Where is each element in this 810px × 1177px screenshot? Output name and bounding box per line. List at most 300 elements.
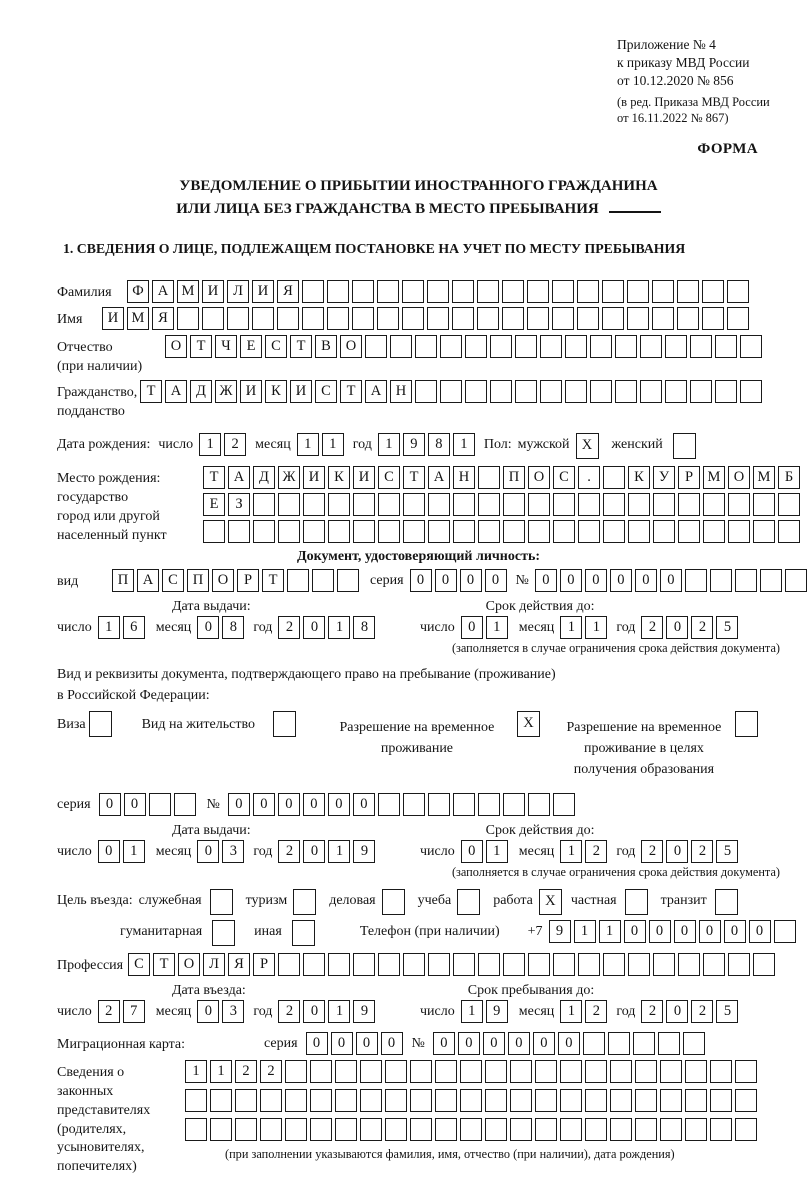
char-box[interactable]: 2 (691, 616, 713, 639)
char-box[interactable]: 0 (228, 793, 250, 816)
char-box[interactable] (535, 1089, 557, 1112)
char-box[interactable] (635, 1060, 657, 1083)
char-box[interactable] (402, 280, 424, 303)
char-box[interactable] (585, 1060, 607, 1083)
char-box[interactable] (485, 1089, 507, 1112)
char-box[interactable]: А (165, 380, 187, 403)
char-box[interactable] (310, 1060, 332, 1083)
char-box[interactable] (628, 953, 650, 976)
char-box[interactable]: 0 (674, 920, 696, 943)
char-box[interactable] (385, 1060, 407, 1083)
char-box[interactable] (453, 493, 475, 516)
doc-series-input[interactable] (410, 569, 510, 592)
char-box[interactable] (603, 466, 625, 489)
char-box[interactable] (353, 953, 375, 976)
char-box[interactable] (377, 280, 399, 303)
char-box[interactable]: И (202, 280, 224, 303)
char-box[interactable] (478, 520, 500, 543)
identity-expiry-year[interactable] (641, 616, 741, 639)
char-box[interactable]: Д (190, 380, 212, 403)
char-box[interactable]: С (265, 335, 287, 358)
char-box[interactable]: 9 (403, 433, 425, 456)
char-box[interactable]: 0 (458, 1032, 480, 1055)
purpose-business-checkbox[interactable] (382, 889, 408, 915)
char-box[interactable]: Т (340, 380, 362, 403)
char-box[interactable]: 2 (641, 1000, 663, 1023)
char-box[interactable]: 0 (197, 1000, 219, 1023)
char-box[interactable] (415, 380, 437, 403)
char-box[interactable]: А (228, 466, 250, 489)
char-box[interactable] (335, 1060, 357, 1083)
residence-permit-checkbox[interactable] (273, 711, 299, 737)
char-box[interactable]: 1 (322, 433, 344, 456)
char-box[interactable] (510, 1089, 532, 1112)
char-box[interactable]: 0 (353, 793, 375, 816)
char-box[interactable]: 0 (666, 616, 688, 639)
char-box[interactable]: И (290, 380, 312, 403)
char-box[interactable] (185, 1089, 207, 1112)
char-box[interactable]: 1 (453, 433, 475, 456)
char-box[interactable] (577, 280, 599, 303)
char-box[interactable] (565, 335, 587, 358)
char-box[interactable] (703, 520, 725, 543)
purpose-tourism-checkbox[interactable] (293, 889, 319, 915)
char-box[interactable]: 9 (353, 1000, 375, 1023)
identity-expiry-month[interactable] (560, 616, 610, 639)
char-box[interactable] (503, 493, 525, 516)
char-box[interactable]: 2 (235, 1060, 257, 1083)
char-box[interactable] (352, 307, 374, 330)
char-box[interactable]: 2 (585, 1000, 607, 1023)
char-box[interactable] (552, 280, 574, 303)
visa-checkbox[interactable] (89, 711, 115, 737)
char-box[interactable] (753, 953, 775, 976)
char-box[interactable] (302, 280, 324, 303)
char-box[interactable]: 9 (353, 840, 375, 863)
char-box[interactable] (210, 1118, 232, 1141)
char-box[interactable] (553, 520, 575, 543)
char-box[interactable] (427, 307, 449, 330)
char-box[interactable] (602, 307, 624, 330)
char-box[interactable] (328, 520, 350, 543)
char-box[interactable]: А (365, 380, 387, 403)
char-box[interactable]: 0 (197, 840, 219, 863)
char-box[interactable]: У (653, 466, 675, 489)
char-box[interactable]: 0 (460, 569, 482, 592)
char-box[interactable]: 3 (222, 1000, 244, 1023)
char-box[interactable] (678, 953, 700, 976)
char-box[interactable] (633, 1032, 655, 1055)
char-box[interactable] (685, 1060, 707, 1083)
char-box[interactable]: К (328, 466, 350, 489)
char-box[interactable]: 1 (210, 1060, 232, 1083)
char-box[interactable]: 2 (691, 1000, 713, 1023)
char-box[interactable]: Е (203, 493, 225, 516)
char-box[interactable]: С (128, 953, 150, 976)
char-box[interactable] (785, 569, 807, 592)
char-box[interactable] (490, 380, 512, 403)
char-box[interactable]: К (628, 466, 650, 489)
doc-type-input[interactable] (112, 569, 362, 592)
char-box[interactable] (715, 889, 738, 915)
char-box[interactable] (174, 793, 196, 816)
surname-input[interactable] (127, 280, 752, 303)
char-box[interactable]: Ж (278, 466, 300, 489)
char-box[interactable]: Н (453, 466, 475, 489)
purpose-study-checkbox[interactable] (457, 889, 483, 915)
char-box[interactable]: З (228, 493, 250, 516)
char-box[interactable] (678, 520, 700, 543)
char-box[interactable] (490, 335, 512, 358)
char-box[interactable] (403, 793, 425, 816)
birthdate-month-input[interactable] (297, 433, 347, 456)
char-box[interactable]: 8 (222, 616, 244, 639)
char-box[interactable] (503, 953, 525, 976)
char-box[interactable] (378, 520, 400, 543)
char-box[interactable] (465, 380, 487, 403)
char-box[interactable]: 1 (328, 1000, 350, 1023)
char-box[interactable] (510, 1060, 532, 1083)
char-box[interactable] (440, 380, 462, 403)
char-box[interactable]: Р (253, 953, 275, 976)
char-box[interactable] (652, 307, 674, 330)
char-box[interactable]: 1 (486, 616, 508, 639)
char-box[interactable]: X (576, 433, 599, 459)
char-box[interactable] (703, 953, 725, 976)
char-box[interactable] (285, 1118, 307, 1141)
char-box[interactable] (778, 493, 800, 516)
char-box[interactable] (727, 307, 749, 330)
char-box[interactable] (502, 307, 524, 330)
char-box[interactable]: 0 (508, 1032, 530, 1055)
char-box[interactable] (735, 1118, 757, 1141)
purpose-official-checkbox[interactable] (210, 889, 236, 915)
char-box[interactable] (410, 1060, 432, 1083)
char-box[interactable] (303, 520, 325, 543)
char-box[interactable] (774, 920, 796, 943)
char-box[interactable]: М (753, 466, 775, 489)
temp-permit-edu-checkbox[interactable] (735, 711, 761, 737)
char-box[interactable]: 2 (260, 1060, 282, 1083)
char-box[interactable] (277, 307, 299, 330)
char-box[interactable]: П (187, 569, 209, 592)
char-box[interactable] (212, 920, 235, 946)
char-box[interactable] (577, 307, 599, 330)
char-box[interactable]: Т (190, 335, 212, 358)
birthdate-day-input[interactable] (199, 433, 249, 456)
char-box[interactable]: 2 (278, 1000, 300, 1023)
char-box[interactable]: В (315, 335, 337, 358)
stay-month[interactable] (560, 1000, 610, 1023)
char-box[interactable] (660, 1089, 682, 1112)
char-box[interactable]: С (162, 569, 184, 592)
purpose-work-checkbox[interactable] (539, 889, 565, 915)
char-box[interactable]: Б (778, 466, 800, 489)
char-box[interactable] (553, 493, 575, 516)
char-box[interactable]: М (127, 307, 149, 330)
guardians-input-row2[interactable] (185, 1089, 760, 1112)
patronymic-input[interactable] (165, 335, 765, 358)
char-box[interactable]: 0 (433, 1032, 455, 1055)
char-box[interactable] (440, 335, 462, 358)
purpose-private-checkbox[interactable] (625, 889, 651, 915)
char-box[interactable]: О (165, 335, 187, 358)
char-box[interactable]: 0 (306, 1032, 328, 1055)
identity-issue-year[interactable] (278, 616, 378, 639)
entry-year[interactable] (278, 1000, 378, 1023)
char-box[interactable]: 1 (378, 433, 400, 456)
char-box[interactable] (310, 1089, 332, 1112)
char-box[interactable] (527, 280, 549, 303)
char-box[interactable] (702, 280, 724, 303)
char-box[interactable]: Я (152, 307, 174, 330)
char-box[interactable] (702, 307, 724, 330)
char-box[interactable]: 0 (660, 569, 682, 592)
char-box[interactable] (377, 307, 399, 330)
name-input[interactable] (102, 307, 752, 330)
char-box[interactable]: К (265, 380, 287, 403)
char-box[interactable] (328, 953, 350, 976)
char-box[interactable] (460, 1118, 482, 1141)
char-box[interactable]: 2 (641, 840, 663, 863)
char-box[interactable] (590, 380, 612, 403)
stay-year[interactable] (641, 1000, 741, 1023)
char-box[interactable] (365, 335, 387, 358)
char-box[interactable] (735, 1060, 757, 1083)
char-box[interactable]: 0 (253, 793, 275, 816)
char-box[interactable] (402, 307, 424, 330)
residence-expiry-day[interactable] (461, 840, 511, 863)
char-box[interactable] (335, 1089, 357, 1112)
char-box[interactable]: С (315, 380, 337, 403)
char-box[interactable]: С (378, 466, 400, 489)
char-box[interactable] (583, 1032, 605, 1055)
char-box[interactable]: О (178, 953, 200, 976)
char-box[interactable] (403, 520, 425, 543)
char-box[interactable]: 5 (716, 840, 738, 863)
char-box[interactable]: 0 (381, 1032, 403, 1055)
char-box[interactable] (287, 569, 309, 592)
char-box[interactable]: Л (227, 280, 249, 303)
char-box[interactable] (553, 793, 575, 816)
char-box[interactable]: 2 (691, 840, 713, 863)
char-box[interactable] (653, 953, 675, 976)
char-box[interactable] (460, 1060, 482, 1083)
stay-day[interactable] (461, 1000, 511, 1023)
char-box[interactable] (502, 280, 524, 303)
char-box[interactable]: Т (290, 335, 312, 358)
char-box[interactable]: 1 (599, 920, 621, 943)
char-box[interactable] (710, 1089, 732, 1112)
char-box[interactable]: 0 (558, 1032, 580, 1055)
char-box[interactable] (385, 1089, 407, 1112)
char-box[interactable]: 0 (535, 569, 557, 592)
char-box[interactable]: 0 (124, 793, 146, 816)
char-box[interactable]: О (212, 569, 234, 592)
char-box[interactable] (515, 380, 537, 403)
residence-expiry-month[interactable] (560, 840, 610, 863)
char-box[interactable]: П (503, 466, 525, 489)
char-box[interactable] (227, 307, 249, 330)
residence-issue-day[interactable] (98, 840, 148, 863)
char-box[interactable] (452, 280, 474, 303)
char-box[interactable]: О (528, 466, 550, 489)
char-box[interactable] (778, 520, 800, 543)
purpose-humanitarian-checkbox[interactable] (212, 920, 238, 946)
temp-permit-checkbox[interactable] (517, 711, 543, 737)
char-box[interactable] (478, 493, 500, 516)
char-box[interactable] (615, 380, 637, 403)
char-box[interactable]: 1 (123, 840, 145, 863)
char-box[interactable]: 0 (699, 920, 721, 943)
char-box[interactable] (360, 1060, 382, 1083)
guardians-input-row1[interactable] (185, 1060, 760, 1083)
char-box[interactable] (602, 280, 624, 303)
char-box[interactable] (478, 793, 500, 816)
char-box[interactable] (735, 569, 757, 592)
char-box[interactable] (253, 520, 275, 543)
char-box[interactable]: С (553, 466, 575, 489)
char-box[interactable] (428, 493, 450, 516)
char-box[interactable]: Т (140, 380, 162, 403)
char-box[interactable] (585, 1118, 607, 1141)
char-box[interactable]: 2 (641, 616, 663, 639)
migcard-series-input[interactable] (306, 1032, 406, 1055)
char-box[interactable] (535, 1060, 557, 1083)
char-box[interactable] (540, 335, 562, 358)
char-box[interactable]: 2 (585, 840, 607, 863)
char-box[interactable] (635, 1089, 657, 1112)
char-box[interactable]: 0 (356, 1032, 378, 1055)
char-box[interactable] (177, 307, 199, 330)
char-box[interactable]: 0 (303, 840, 325, 863)
char-box[interactable]: 9 (549, 920, 571, 943)
birthplace-input-row3[interactable] (203, 520, 803, 543)
char-box[interactable] (710, 569, 732, 592)
char-box[interactable] (428, 793, 450, 816)
char-box[interactable] (435, 1118, 457, 1141)
char-box[interactable]: Р (237, 569, 259, 592)
char-box[interactable] (703, 493, 725, 516)
char-box[interactable] (89, 711, 112, 737)
char-box[interactable]: Л (203, 953, 225, 976)
char-box[interactable] (735, 711, 758, 737)
char-box[interactable] (615, 335, 637, 358)
char-box[interactable]: 2 (278, 616, 300, 639)
char-box[interactable] (485, 1118, 507, 1141)
char-box[interactable] (585, 1089, 607, 1112)
char-box[interactable]: 1 (560, 1000, 582, 1023)
char-box[interactable]: 6 (123, 616, 145, 639)
char-box[interactable]: 1 (199, 433, 221, 456)
char-box[interactable]: Е (240, 335, 262, 358)
char-box[interactable] (327, 280, 349, 303)
citizenship-input[interactable] (140, 380, 765, 403)
char-box[interactable] (465, 335, 487, 358)
char-box[interactable]: О (728, 466, 750, 489)
char-box[interactable] (302, 307, 324, 330)
char-box[interactable] (149, 793, 171, 816)
char-box[interactable] (753, 520, 775, 543)
birthplace-input-row1[interactable] (203, 466, 803, 489)
char-box[interactable] (653, 493, 675, 516)
char-box[interactable] (453, 953, 475, 976)
identity-expiry-day[interactable] (461, 616, 511, 639)
profession-input[interactable] (128, 953, 778, 976)
identity-issue-month[interactable] (197, 616, 247, 639)
char-box[interactable] (310, 1118, 332, 1141)
char-box[interactable] (185, 1118, 207, 1141)
char-box[interactable] (260, 1118, 282, 1141)
char-box[interactable] (378, 793, 400, 816)
char-box[interactable]: 0 (624, 920, 646, 943)
char-box[interactable] (528, 953, 550, 976)
char-box[interactable] (678, 493, 700, 516)
char-box[interactable] (285, 1060, 307, 1083)
char-box[interactable]: 8 (428, 433, 450, 456)
char-box[interactable]: 2 (278, 840, 300, 863)
char-box[interactable]: А (428, 466, 450, 489)
char-box[interactable] (552, 307, 574, 330)
char-box[interactable]: П (112, 569, 134, 592)
char-box[interactable]: 5 (716, 616, 738, 639)
char-box[interactable]: 1 (585, 616, 607, 639)
char-box[interactable] (610, 1060, 632, 1083)
char-box[interactable]: 0 (197, 616, 219, 639)
char-box[interactable] (728, 520, 750, 543)
char-box[interactable] (478, 466, 500, 489)
char-box[interactable] (337, 569, 359, 592)
char-box[interactable] (590, 335, 612, 358)
char-box[interactable] (735, 1089, 757, 1112)
char-box[interactable] (303, 493, 325, 516)
char-box[interactable] (527, 307, 549, 330)
char-box[interactable] (710, 1118, 732, 1141)
char-box[interactable] (578, 953, 600, 976)
char-box[interactable]: 5 (716, 1000, 738, 1023)
char-box[interactable] (635, 1118, 657, 1141)
char-box[interactable] (603, 493, 625, 516)
guardians-input-row3[interactable] (185, 1118, 760, 1141)
char-box[interactable] (528, 520, 550, 543)
residence-issue-year[interactable] (278, 840, 378, 863)
char-box[interactable] (560, 1060, 582, 1083)
char-box[interactable]: М (177, 280, 199, 303)
char-box[interactable] (578, 520, 600, 543)
char-box[interactable] (403, 953, 425, 976)
char-box[interactable] (690, 335, 712, 358)
char-box[interactable] (285, 1089, 307, 1112)
char-box[interactable]: Т (262, 569, 284, 592)
char-box[interactable] (428, 520, 450, 543)
residence-series-input[interactable] (99, 793, 199, 816)
char-box[interactable] (685, 569, 707, 592)
char-box[interactable] (477, 307, 499, 330)
char-box[interactable]: 0 (461, 616, 483, 639)
char-box[interactable] (685, 1118, 707, 1141)
char-box[interactable] (202, 307, 224, 330)
char-box[interactable] (278, 493, 300, 516)
residence-issue-month[interactable] (197, 840, 247, 863)
char-box[interactable] (353, 493, 375, 516)
char-box[interactable]: 1 (98, 616, 120, 639)
char-box[interactable] (673, 433, 696, 459)
char-box[interactable] (460, 1089, 482, 1112)
char-box[interactable] (327, 307, 349, 330)
char-box[interactable]: 0 (724, 920, 746, 943)
char-box[interactable]: Т (403, 466, 425, 489)
char-box[interactable] (535, 1118, 557, 1141)
